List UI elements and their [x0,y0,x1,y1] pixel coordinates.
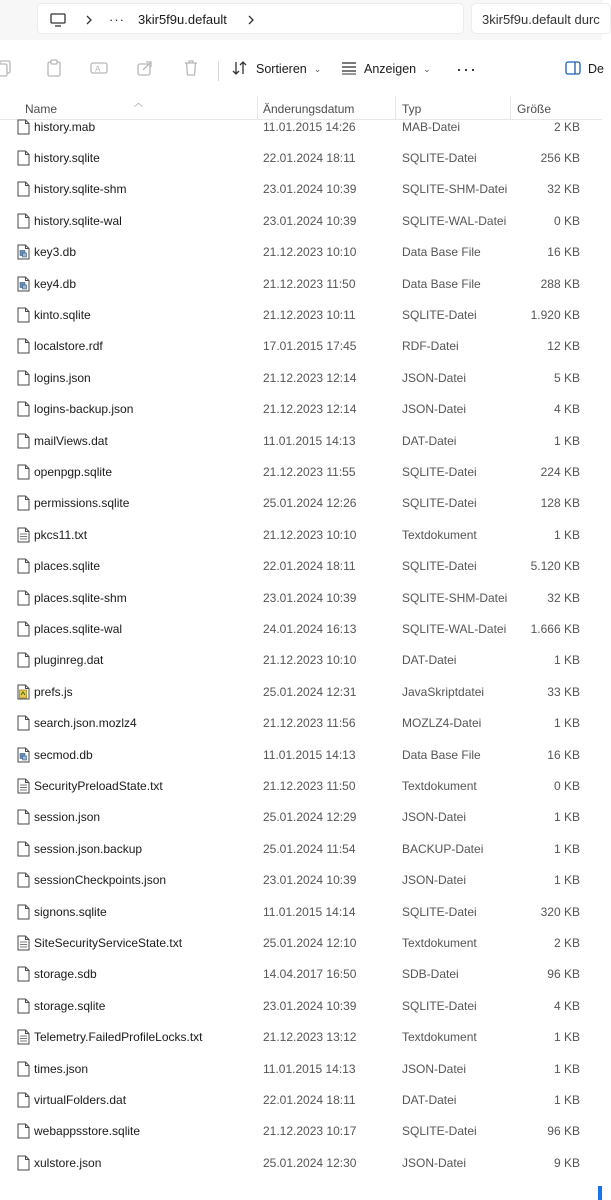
blank-file-icon [17,841,30,857]
file-date: 21.12.2023 10:10 [263,653,357,668]
search-input[interactable] [471,3,611,34]
file-name: webappsstore.sqlite [34,1124,141,1139]
blank-file-icon [17,715,30,731]
file-type: JSON-Datei [402,1061,467,1076]
file-type: JSON-Datei [402,810,467,825]
paste-icon[interactable] [44,58,64,78]
file-type: JSON-Datei [402,1155,467,1170]
file-row[interactable] [0,237,602,268]
file-row[interactable] [0,802,602,833]
file-name: mailViews.dat [34,433,108,448]
file-name: key3.db [34,245,77,260]
file-name: SiteSecurityServiceState.txt [34,936,183,951]
file-name: Telemetry.FailedProfileLocks.txt [34,1030,203,1045]
file-name: pkcs11.txt [34,527,88,542]
file-name: key4.db [34,276,77,291]
sort-button[interactable] [231,56,321,82]
blank-file-icon [17,181,30,197]
file-date: 23.01.2024 10:39 [263,873,357,888]
file-name: places.sqlite [34,559,101,574]
blank-file-icon [17,338,30,354]
details-pane-button[interactable] [565,56,604,82]
file-row[interactable] [0,174,602,205]
file-name: history.sqlite [34,151,100,166]
delete-icon[interactable] [181,58,201,78]
file-date: 22.01.2024 18:11 [263,151,356,166]
file-row[interactable] [0,770,602,801]
sort-icon [231,60,249,79]
file-name: history.sqlite-shm [34,182,127,197]
file-name: storage.sqlite [34,998,106,1013]
file-name: history.mab [34,119,96,134]
file-size: 1 KB [553,873,580,888]
file-name: virtualFolders.dat [34,1093,127,1108]
file-size: 1 KB [553,1093,580,1108]
file-row[interactable] [0,142,602,173]
blank-file-icon [17,966,30,982]
database-file-icon [17,747,30,763]
file-row[interactable] [0,488,602,519]
view-button[interactable] [341,56,431,82]
column-header-name[interactable]: Name [25,102,58,116]
file-row[interactable] [0,896,602,927]
file-type: SQLITE-WAL-Datei [402,622,507,637]
file-size: 1 KB [553,716,580,731]
file-size: 1 KB [553,841,580,856]
file-name: storage.sdb [34,967,97,982]
file-row[interactable] [0,990,602,1021]
file-row[interactable] [0,645,602,676]
file-type: Data Base File [402,747,481,762]
blank-file-icon [17,464,30,480]
file-row[interactable] [0,833,602,864]
file-type: SQLITE-Datei [402,998,477,1013]
file-name: logins.json [34,370,91,385]
more-dots-icon: ··· [456,58,477,79]
file-name: localstore.rdf [34,339,103,354]
file-date: 11.01.2015 14:13 [263,433,356,448]
file-name: secmod.db [34,747,93,762]
file-size: 320 KB [540,904,580,919]
file-type: Textdokument [402,779,477,794]
file-type: Data Base File [402,276,481,291]
file-date: 21.12.2023 13:12 [263,1030,357,1045]
blank-file-icon [17,1123,30,1139]
view-button-label: Anzeigen [364,62,417,76]
file-date: 21.12.2023 10:11 [263,308,356,323]
file-row[interactable] [0,676,602,707]
file-name: signons.sqlite [34,904,107,919]
file-size: 96 KB [547,1124,580,1139]
file-name: xulstore.json [34,1155,102,1170]
file-type: SQLITE-Datei [402,308,477,323]
file-date: 23.01.2024 10:39 [263,182,357,197]
blank-file-icon [17,495,30,511]
file-date: 21.12.2023 11:50 [263,276,356,291]
details-pane-label: De [588,62,604,76]
column-header-size[interactable]: Größe [517,102,552,116]
file-size: 96 KB [547,967,580,982]
blank-file-icon [17,872,30,888]
blank-file-icon [17,307,30,323]
file-date: 24.01.2024 16:13 [263,622,357,637]
file-name: sessionCheckpoints.json [34,873,167,888]
file-size: 1.666 KB [530,622,580,637]
file-row[interactable] [0,1053,602,1084]
file-size: 9 KB [553,1155,580,1170]
file-date: 23.01.2024 10:39 [263,998,357,1013]
file-size: 4 KB [553,402,580,417]
file-type: SQLITE-Datei [402,465,477,480]
file-date: 25.01.2024 12:29 [263,810,357,825]
file-date: 25.01.2024 11:54 [263,841,356,856]
column-header-date[interactable]: Änderungsdatum [263,102,355,116]
file-type: Textdokument [402,936,477,951]
file-type: JSON-Datei [402,370,467,385]
file-row[interactable] [0,551,602,582]
file-name: prefs.js [34,684,73,699]
breadcrumb-current-folder[interactable]: 3kir5f9u.default [138,12,227,27]
file-type: SQLITE-SHM-Datei [402,182,508,197]
file-name: history.sqlite-wal [34,213,122,228]
blank-file-icon [17,652,30,668]
file-size: 32 KB [547,182,580,197]
file-size: 1 KB [553,1061,580,1076]
blank-file-icon [17,119,30,135]
file-size: 1 KB [553,653,580,668]
file-type: DAT-Datei [402,433,457,448]
file-date: 22.01.2024 18:11 [263,1093,356,1108]
file-date: 21.12.2023 11:50 [263,779,356,794]
database-file-icon [17,244,30,260]
file-type: DAT-Datei [402,1093,457,1108]
blank-file-icon [17,401,30,417]
more-options-button[interactable] [456,56,477,82]
file-date: 23.01.2024 10:39 [263,590,357,605]
file-type: SQLITE-Datei [402,1124,477,1139]
view-list-icon [341,61,357,78]
file-size: 1 KB [553,527,580,542]
file-date: 25.01.2024 12:31 [263,684,357,699]
share-icon[interactable] [135,58,155,78]
file-date: 21.12.2023 12:14 [263,370,357,385]
file-size: 32 KB [547,590,580,605]
file-date: 11.01.2015 14:13 [263,747,356,762]
blank-file-icon [17,621,30,637]
file-date: 21.12.2023 11:56 [263,716,356,731]
file-date: 22.01.2024 18:11 [263,559,356,574]
computer-icon[interactable] [50,4,66,35]
command-bar [0,44,602,94]
file-row[interactable] [0,362,602,393]
file-row[interactable] [0,519,602,550]
file-date: 25.01.2024 12:30 [263,1155,357,1170]
file-type: DAT-Datei [402,653,457,668]
file-row[interactable] [0,582,602,613]
file-name: SecurityPreloadState.txt [34,779,163,794]
file-type: Textdokument [402,1030,477,1045]
blank-file-icon [17,809,30,825]
blank-file-icon [17,213,30,229]
file-type: SQLITE-Datei [402,151,477,166]
address-bar-row [0,0,602,40]
file-type: SQLITE-Datei [402,559,477,574]
file-row[interactable] [0,268,602,299]
file-row[interactable] [0,394,602,425]
file-name: places.sqlite-wal [34,622,123,637]
file-size: 12 KB [547,339,580,354]
file-row[interactable] [0,927,602,958]
file-date: 21.12.2023 12:14 [263,402,357,417]
chevron-right-icon[interactable] [85,4,93,35]
file-type: BACKUP-Datei [402,841,484,856]
file-row[interactable] [0,331,602,362]
file-size: 5.120 KB [530,559,580,574]
file-name: session.json [34,810,101,825]
file-row[interactable] [0,111,602,142]
file-name: openpgp.sqlite [34,465,113,480]
blank-file-icon [17,1092,30,1108]
file-type: SQLITE-Datei [402,496,477,511]
file-date: 23.01.2024 10:39 [263,213,357,228]
blank-file-icon [17,1155,30,1171]
blank-file-icon [17,904,30,920]
text-file-icon [17,778,30,794]
file-name: pluginreg.dat [34,653,104,668]
file-name: logins-backup.json [34,402,134,417]
blank-file-icon [17,558,30,574]
file-type: RDF-Datei [402,339,459,354]
file-size: 5 KB [553,370,580,385]
file-name: kinto.sqlite [34,308,91,323]
file-row[interactable] [0,1084,602,1115]
file-size: 16 KB [547,245,580,260]
file-date: 21.12.2023 10:10 [263,245,357,260]
file-type: Data Base File [402,245,481,260]
toolbar-divider [218,61,219,81]
file-row[interactable] [0,456,602,487]
overflow-breadcrumb-icon[interactable]: ··· [109,12,125,27]
file-row[interactable] [0,205,602,236]
sort-ascending-icon: ︿ [134,98,144,108]
file-date: 14.04.2017 16:50 [263,967,357,982]
file-date: 11.01.2015 14:14 [263,904,356,919]
file-size: 1.920 KB [530,308,580,323]
sort-button-label: Sortieren [256,62,307,76]
address-bar[interactable] [37,3,464,34]
file-size: 4 KB [553,998,580,1013]
javascript-file-icon [17,684,30,700]
file-type: SDB-Datei [402,967,459,982]
file-type: MAB-Datei [402,119,461,134]
file-date: 25.01.2024 12:26 [263,496,357,511]
file-type: MOZLZ4-Datei [402,716,482,731]
file-row[interactable] [0,959,602,990]
file-size: 128 KB [540,496,580,511]
search-placeholder: 3kir5f9u.default durc [482,12,600,27]
file-name: session.json.backup [34,841,143,856]
chevron-down-icon: ⌄ [423,63,431,74]
scrollbar-thumb[interactable] [598,1186,602,1200]
file-type: JSON-Datei [402,873,467,888]
blank-file-icon [17,590,30,606]
file-row[interactable] [0,1022,602,1053]
file-size: 1 KB [553,433,580,448]
file-size: 2 KB [553,936,580,951]
file-size: 2 KB [553,119,580,134]
file-name: places.sqlite-shm [34,590,127,605]
file-date: 11.01.2015 14:13 [263,1061,356,1076]
text-file-icon [17,935,30,951]
file-row[interactable] [0,425,602,456]
file-size: 256 KB [540,151,580,166]
file-row[interactable] [0,1147,602,1178]
blank-file-icon [17,1061,30,1077]
file-date: 21.12.2023 10:10 [263,527,357,542]
file-size: 224 KB [540,465,580,480]
file-type: SQLITE-WAL-Datei [402,213,507,228]
file-row[interactable] [0,865,602,896]
details-pane-icon [565,61,581,78]
blank-file-icon [17,150,30,166]
file-name: permissions.sqlite [34,496,130,511]
column-header-type[interactable]: Typ [402,102,422,116]
copy-icon[interactable] [0,58,14,78]
svg-text:A: A [95,64,101,74]
file-type: JSON-Datei [402,402,467,417]
file-size: 288 KB [540,276,580,291]
file-name: search.json.mozlz4 [34,716,137,731]
file-type: JavaSkriptdatei [402,684,485,699]
text-file-icon [17,527,30,543]
file-date: 25.01.2024 12:10 [263,936,357,951]
file-name: times.json [34,1061,89,1076]
blank-file-icon [17,433,30,449]
chevron-down-icon: ⌄ [313,63,322,74]
file-row[interactable] [0,613,602,644]
file-type: SQLITE-SHM-Datei [402,590,508,605]
database-file-icon [17,276,30,292]
rename-icon[interactable] [89,58,109,78]
file-type: SQLITE-Datei [402,904,477,919]
file-size: 16 KB [547,747,580,762]
file-size: 0 KB [553,213,580,228]
blank-file-icon [17,370,30,386]
blank-file-icon [17,998,30,1014]
file-row[interactable] [0,708,602,739]
file-date: 11.01.2015 14:26 [263,119,356,134]
file-size: 1 KB [553,1030,580,1045]
file-size: 1 KB [553,810,580,825]
file-row[interactable] [0,299,602,330]
file-date: 17.01.2015 17:45 [263,339,357,354]
file-row[interactable] [0,739,602,770]
file-row[interactable] [0,1116,602,1147]
text-file-icon [17,1029,30,1045]
file-size: 0 KB [553,779,580,794]
file-date: 21.12.2023 10:17 [263,1124,357,1139]
file-type: Textdokument [402,527,477,542]
file-date: 21.12.2023 11:55 [263,465,356,480]
chevron-right-icon[interactable] [247,4,255,35]
file-size: 33 KB [547,684,580,699]
